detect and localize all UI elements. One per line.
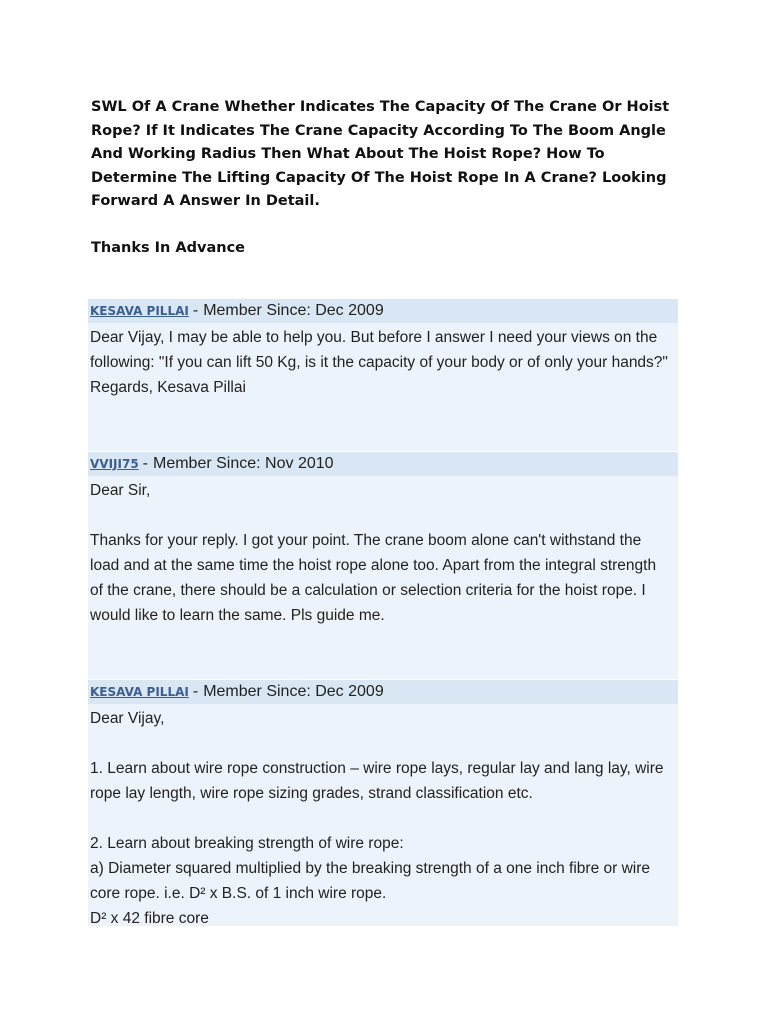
author-link[interactable]: KESAVA PILLAI bbox=[90, 304, 189, 318]
post-header bbox=[88, 680, 678, 704]
post-paragraph: Dear Vijay, I may be able to help you. But before I answer I need your views on the following: "If you can lift 50 Kg, is it the capacity of your body or of only your hands?" Regards, Kesava Pillai bbox=[90, 329, 668, 396]
reply-post bbox=[88, 680, 678, 926]
post-paragraph: 1. Learn about wire rope construction – wire rope lays, regular lay and lang lay, wire rope lay length, wire rope sizing grades, strand classification etc. bbox=[90, 760, 664, 802]
post-body bbox=[88, 476, 678, 679]
author-link[interactable]: VVIJI75 bbox=[90, 457, 139, 471]
post-paragraph: Dear Vijay, bbox=[90, 710, 165, 727]
question-title: SWL Of A Crane Whether Indicates The Capacity Of The Crane Or Hoist Rope? If It Indicates The Crane Capacity According To The Boom Angle And Working Radius Then What About The Hoist Rope? How To Determine The Lifting Capacity Of The Hoist Rope In A Crane? Looking Forward A Answer In Detail. bbox=[91, 99, 670, 209]
post-paragraph: Dear Sir, bbox=[90, 482, 151, 499]
header-separator: - bbox=[192, 302, 199, 319]
member-since: Member Since: Dec 2009 bbox=[203, 302, 384, 319]
member-since: Member Since: Nov 2010 bbox=[153, 455, 334, 472]
post-header bbox=[88, 299, 678, 323]
post-paragraph: a) Diameter squared multiplied by the breaking strength of a one inch fibre or wire core rope. i.e. D² x B.S. of 1 inch wire rope. bbox=[90, 860, 651, 902]
reply-post bbox=[88, 299, 678, 451]
header-separator: - bbox=[192, 683, 199, 700]
question-block bbox=[91, 96, 681, 260]
post-header bbox=[88, 452, 678, 476]
reply-post bbox=[88, 452, 678, 679]
member-since: Member Since: Dec 2009 bbox=[203, 683, 384, 700]
question-thanks: Thanks In Advance bbox=[91, 239, 245, 256]
post-body bbox=[88, 704, 678, 926]
author-link[interactable]: KESAVA PILLAI bbox=[90, 685, 189, 699]
header-separator: - bbox=[142, 455, 148, 472]
post-paragraph: 2. Learn about breaking strength of wire rope: bbox=[90, 835, 404, 852]
post-body bbox=[88, 323, 678, 451]
post-paragraph: D² x 42 fibre core bbox=[90, 910, 209, 927]
post-paragraph: Thanks for your reply. I got your point. The crane boom alone can't withstand the load and at the same time the hoist rope alone too. Apart from the integral strength of the crane, there should be a calculation or selection criteria for the hoist rope. I would like to learn the same. Pls guide me. bbox=[90, 532, 657, 624]
